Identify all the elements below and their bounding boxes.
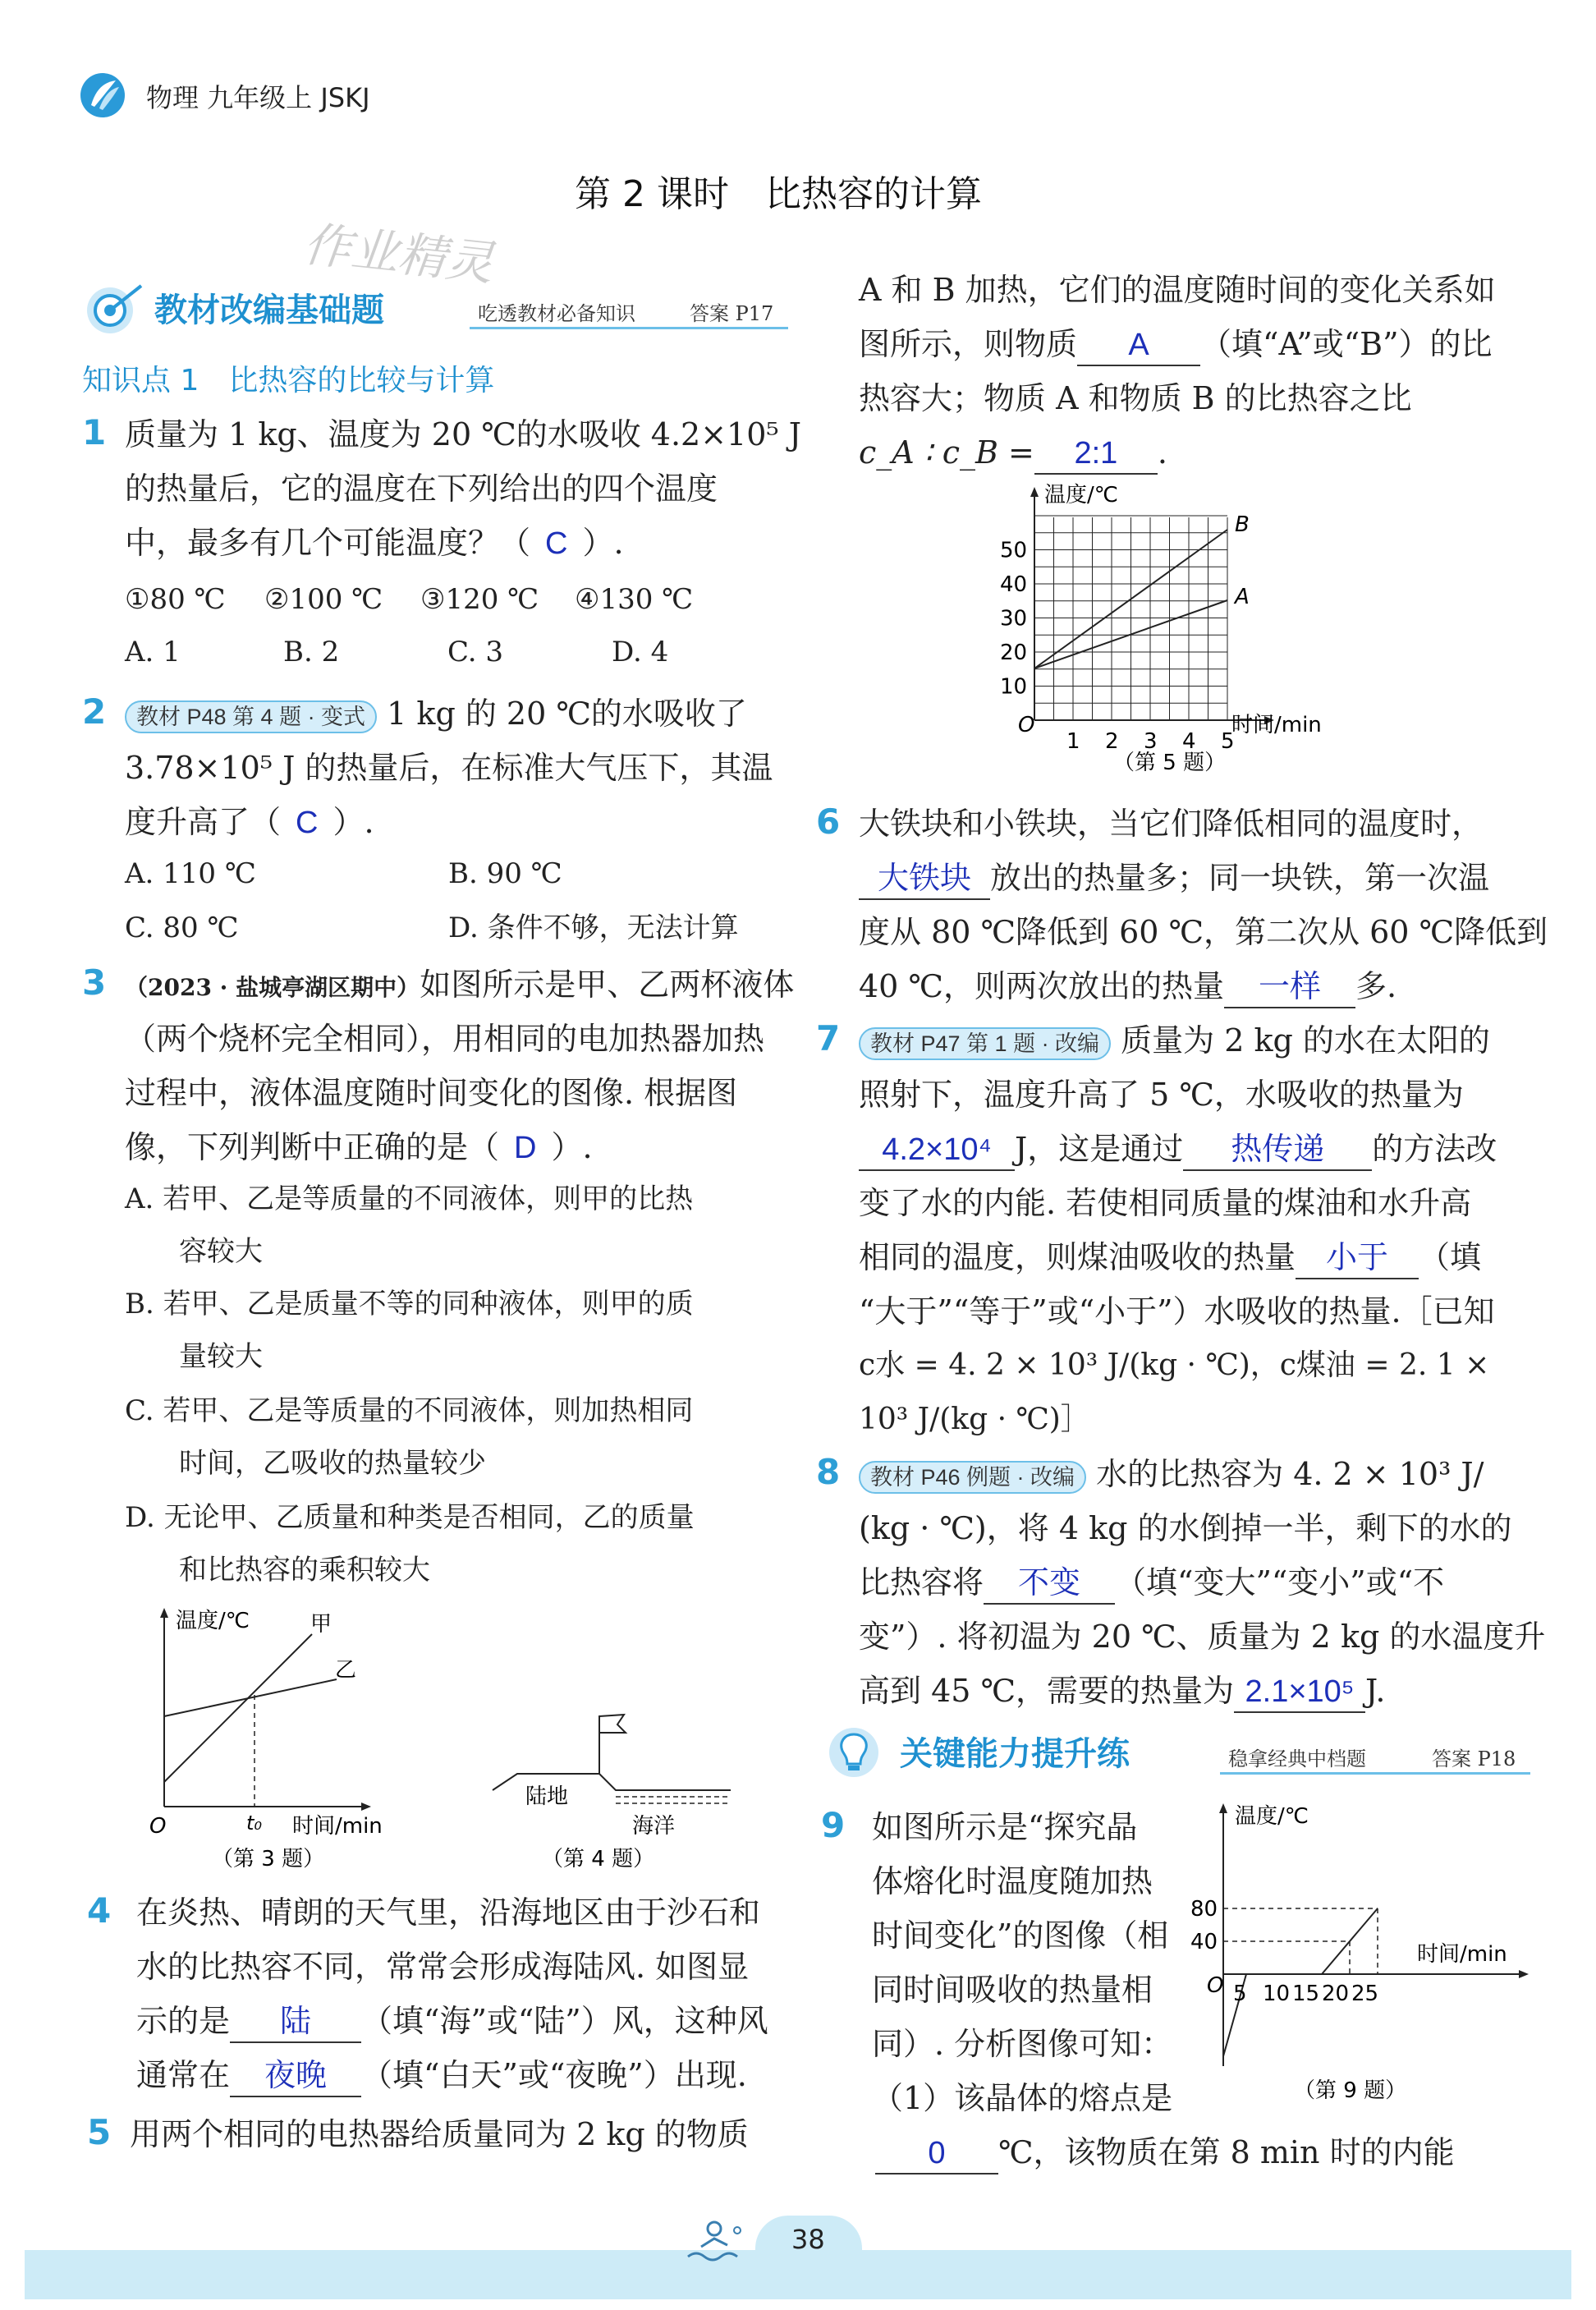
q2-number: 2 [82,691,107,732]
q8-source-tag: 教材 P46 例题 · 改编 [859,1461,1086,1494]
q7-answer-3: 小于 [1296,1238,1419,1279]
q4-line: 水的比热容不同，常常会形成海陆风. 如图显 [136,1949,750,1985]
fig9-xtick: 10 [1263,1982,1291,2006]
q9-line: 如图所示是“探究晶 [872,1809,1138,1845]
fig4-sea: 海洋 [632,1814,676,1839]
q1-line: 的热量后，它的温度在下列给出的四个温度 [125,471,718,507]
q2-choice: C. 80 ℃ [125,912,239,944]
header-subject: 物理 九年级上 JSKJ [146,82,370,113]
q4-line: 示的是 陆 （填“海”或“陆”）风，这种风 [136,1994,768,2048]
fig9-origin: O [1207,1973,1224,1998]
q1-option: ③120 ℃ [420,583,539,616]
q7-line: 变了水的内能. 若使相同质量的煤油和水升高 [859,1185,1472,1221]
q3-source: （2023 · 盐城亭湖区期中） [125,974,420,1001]
fig5-caption: （第 5 题） [1113,751,1227,775]
q3-choice: C. 若甲、乙是等质量的不同液体，则加热相同 [125,1394,694,1427]
q6-line: 大铁块 放出的热量多；同一块铁，第一次温 [859,851,1489,905]
q3-line: 像，下列判断中正确的是（ D ）. [125,1129,593,1165]
fig5-label-B: B [1235,512,1250,537]
q7-line: 教材 P47 第 1 题 · 改编 质量为 2 kg 的水在太阳的 [859,1013,1490,1068]
q9-line: 0 ℃，该物质在第 8 min 时的内能 [875,2125,1455,2179]
section1-tag: 吃透教材必备知识 [478,302,635,325]
fig5-ytick: 50 [1000,538,1028,563]
q8-line: 比热容将 不变 （填“变大”“变小”或“不 [859,1555,1444,1610]
q7-line: 相同的温度，则煤油吸收的热量 小于 （填 [859,1230,1481,1284]
q7-line: 10³ J/(kg · ℃)］ [859,1403,1090,1436]
fig5-xtick: 3 [1144,729,1158,754]
fig5-origin: O [1018,713,1035,737]
q4-line: 在炎热、晴朗的天气里，沿海地区由于沙石和 [136,1894,761,1931]
q4-answer-2: 夜晚 [230,2056,361,2097]
q8-line: (kg · ℃)，将 4 kg 的水倒掉一半，剩下的水的 [859,1510,1512,1546]
q8-number: 8 [816,1452,841,1492]
header-logo-icon [80,72,126,118]
fig9-xtick: 15 [1292,1982,1320,2006]
fig3-line2: 乙 [335,1658,357,1683]
q5-line: c_A ∶ c_B = 2:1 . [859,425,1167,480]
q7-answer-2: 热传递 [1183,1130,1372,1171]
section1-answer: 答案 P17 [690,302,774,325]
q3-choice: A. 若甲、乙是等质量的不同液体，则甲的比热 [125,1183,694,1215]
q5-answer-2: 2:1 [1034,434,1158,475]
target-icon [82,279,148,337]
fig5-xtick: 1 [1066,729,1080,754]
q5-line: 用两个相同的电热器给质量同为 2 kg 的物质 [130,2116,749,2152]
q3-line: 过程中，液体温度随时间变化的图像. 根据图 [125,1075,738,1111]
fig3-xlabel: 时间/min [292,1814,383,1839]
q7-line: “大于”“等于”或“小于”）水吸收的热量.［已知 [859,1293,1495,1330]
q6-line: 度从 80 ℃降低到 60 ℃，第二次从 60 ℃降低到 [859,914,1548,950]
fig4-land: 陆地 [525,1784,569,1809]
page-title: 第 2 课时 比热容的计算 [575,173,982,215]
section2-tag: 稳拿经典中档题 [1228,1747,1366,1770]
q3-line: （2023 · 盐城亭湖区期中）如图所示是甲、乙两杯液体 [125,967,795,1003]
q3-choice: B. 若甲、乙是质量不等的同种液体，则甲的质 [125,1288,694,1320]
fig3-line1: 甲 [310,1612,332,1637]
fig9-xlabel: 时间/min [1417,1942,1507,1967]
q7-line: c水 = 4. 2 × 10³ J/(kg · ℃)，c煤油 = 2. 1 × [859,1348,1490,1382]
q2-source-tag: 教材 P48 第 4 题 · 变式 [125,700,377,733]
q3-choice: 时间，乙吸收的热量较少 [179,1447,486,1480]
q2-line: 教材 P48 第 4 题 · 变式 1 kg 的 20 ℃的水吸收了 [125,687,747,741]
q9-line: （1）该晶体的熔点是 [872,2080,1173,2116]
q7-line: 4.2×10⁴ J，这是通过 热传递 的方法改 [859,1122,1497,1176]
section1-title: 教材改编基础题 [154,292,384,329]
q3-choice: 和比热容的乘积较大 [179,1554,430,1587]
q5-line: 热容大；物质 A 和物质 B 的比热容之比 [859,380,1412,416]
q1-option: ①80 ℃ [125,583,226,616]
q1-choice: B. 2 [283,636,340,668]
q1-choice: A. 1 [125,636,181,668]
q9-line: 时间变化”的图像（相 [872,1917,1169,1954]
q1-line: 质量为 1 kg、温度为 20 ℃的水吸收 4.2×10⁵ J [125,416,801,452]
q8-line: 教材 P46 例题 · 改编 水的比热容为 4. 2 × 10³ J/ [859,1447,1484,1501]
section2-banner [824,1723,1530,1780]
q9-line: 体熔化时温度随加热 [872,1863,1153,1899]
fig3-origin: O [149,1814,167,1839]
footer-swimmer-icon [685,2217,750,2266]
q2-choice: B. 90 ℃ [448,857,562,890]
fig5-label-A: A [1235,585,1250,609]
fig3-caption: （第 3 题） [212,1847,325,1871]
fig5-xtick: 5 [1221,729,1235,754]
section2-title: 关键能力提升练 [900,1735,1130,1773]
q6-line: 大铁块和小铁块，当它们降低相同的温度时， [859,806,1484,842]
q1-option: ②100 ℃ [264,583,383,616]
fig5-ytick: 40 [1000,572,1028,597]
fig9-xtick: 20 [1322,1982,1350,2006]
q3-choice: D. 无论甲、乙质量和种类是否相同，乙的质量 [125,1501,695,1534]
q2-choice: A. 110 ℃ [125,857,256,890]
section2-answer: 答案 P18 [1432,1747,1516,1770]
figure-4 [484,1708,747,1872]
q8-line: 变”）. 将初温为 20 ℃、质量为 2 kg 的水温度升 [859,1619,1546,1655]
q6-answer-1: 大铁块 [859,859,990,900]
fig5-xtick: 2 [1105,729,1119,754]
fig9-ytick: 40 [1190,1930,1218,1954]
figure-5 [985,480,1330,784]
q2-answer: C [296,806,319,840]
q5-number: 5 [87,2112,112,2152]
q7-answer-1: 4.2×10⁴ [859,1130,1015,1171]
figure-9 [1190,1795,1535,2124]
q1-choice: D. 4 [612,636,669,668]
q2-line: 3.78×10⁵ J 的热量后，在标准大气压下，其温 [125,750,773,786]
q3-choice: 容较大 [179,1235,263,1268]
page-number: 38 [791,2224,825,2255]
fig3-ylabel: 温度/℃ [176,1609,250,1633]
q4-number: 4 [87,1890,112,1931]
q2-choice: D. 条件不够，无法计算 [448,912,739,944]
q9-answer-1: 0 [875,2133,998,2175]
q3-answer: D [514,1131,537,1165]
fig4-caption: （第 4 题） [542,1847,655,1871]
fig9-caption: （第 9 题） [1294,2078,1407,2103]
knowledge-point-1: 知识点 1 比热容的比较与计算 [82,364,495,397]
figure-3 [140,1601,410,1872]
fig9-ytick: 80 [1190,1897,1218,1922]
fig9-ylabel: 温度/℃ [1235,1804,1309,1829]
lightbulb-icon [824,1723,890,1780]
q5-line: 图所示，则物质 A （填“A”或“B”）的比 [859,317,1493,371]
section1-banner [82,279,788,337]
q7-source-tag: 教材 P47 第 1 题 · 改编 [859,1027,1111,1060]
q3-number: 3 [82,962,107,1003]
q3-choice: 量较大 [179,1340,263,1373]
q4-line: 通常在 夜晚 （填“白天”或“夜晚”）出现. [136,2048,747,2102]
q1-answer: C [545,526,568,561]
q9-line: 同）. 分析图像可知： [872,2026,1173,2062]
fig5-ytick: 10 [1000,674,1028,700]
q8-answer-1: 不变 [984,1564,1115,1605]
fig5-ytick: 30 [1000,606,1028,631]
fig5-xlabel: 时间/min [1231,713,1322,737]
q8-line: 高到 45 ℃，需要的热量为 2.1×10⁵ J. [859,1664,1385,1718]
q6-line: 40 ℃，则两次放出的热量 一样 多. [859,959,1396,1013]
q6-answer-2: 一样 [1224,967,1355,1008]
q4-answer-1: 陆 [230,2002,361,2043]
q5-answer-1: A [1077,325,1200,366]
q3-line: （两个烧杯完全相同），用相同的电加热器加热 [125,1021,765,1057]
q8-answer-2: 2.1×10⁵ [1234,1672,1365,1713]
fig3-t0: t₀ [246,1812,263,1835]
q6-number: 6 [816,801,841,842]
fig9-xtick: 25 [1351,1982,1379,2006]
fig5-xtick: 4 [1182,729,1196,754]
q2-line: 度升高了（ C ）. [125,804,374,840]
q5-line: A 和 B 加热，它们的温度随时间的变化关系如 [859,272,1496,308]
fig5-ytick: 20 [1000,641,1028,665]
q9-number: 9 [821,1805,846,1845]
q7-number: 7 [816,1018,841,1059]
q1-choice: C. 3 [447,636,504,668]
q1-option: ④130 ℃ [575,583,694,616]
fig9-xtick: 5 [1233,1982,1247,2006]
watermark: 作业精灵 [300,216,497,292]
q1-number: 1 [82,412,107,452]
q1-line: 中，最多有几个可能温度？（ C ）. [125,525,624,561]
fig5-ylabel: 温度/℃ [1044,483,1118,507]
q9-line: 同时间吸收的热量相 [872,1972,1153,2008]
q7-line: 照射下，温度升高了 5 ℃，水吸收的热量为 [859,1077,1464,1113]
